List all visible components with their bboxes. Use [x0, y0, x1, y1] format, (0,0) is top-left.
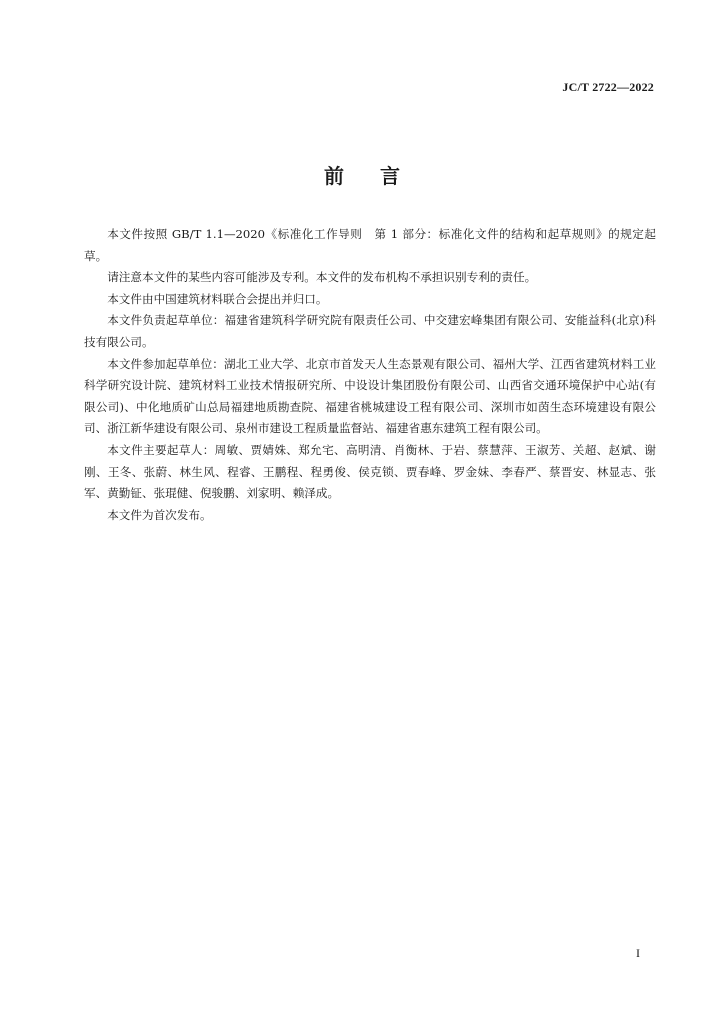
standard-code: JC/T 2722—2022: [562, 80, 654, 94]
paragraph-participating-drafters: 本文件参加起草单位：湖北工业大学、北京市首发天人生态景观有限公司、福州大学、江西省建筑材料工业科学研究设计院、建筑材料工业技术情报研究所、中设设计集团股份有限公司、山西省交通环境保护中心站(有限公司)、中化地质矿山总局福建地质勘查院、福建省桃城建设工程有限公司、深圳市如茵生态环境建设有限公司、浙江新华建设有限公司、泉州市建设工程质量监督站、福建省惠东建筑工程有限公司。: [84, 356, 656, 436]
paragraph-lead-drafters: 本文件负责起草单位：福建省建筑科学研究院有限责任公司、中交建宏峰集团有限公司、安能益科(北京)科技有限公司。: [84, 313, 656, 349]
page-title: 前言: [324, 164, 436, 188]
paragraph-patent-notice: 请注意本文件的某些内容可能涉及专利。本文件的发布机构不承担识别专利的责任。: [107, 270, 537, 285]
paragraph-main-drafters: 本文件主要起草人：周敏、贾婧姝、郑允宅、高明清、肖衡林、于岩、蔡慧萍、王淑芳、关超、赵斌、谢刚、王冬、张蔚、林生风、程睿、王鹏程、程勇俊、侯克锁、贾春峰、罗金妹、李春严、蔡晋安、林显志、张军、黄勤钲、张琨健、倪骏鹏、刘家明、赖泽成。: [84, 442, 656, 501]
paragraph-first-release: 本文件为首次发布。: [107, 507, 212, 522]
foreword-body: [84, 224, 656, 526]
paragraph-drafting-rules: 本文件按照 GB/T 1.1—2020《标准化工作导则 第 1 部分：标准化文件的结构和起草规则》的规定起草。: [84, 227, 656, 263]
paragraph-proposer: 本文件由中国建筑材料联合会提出并归口。: [107, 291, 328, 306]
page-number: I: [636, 946, 640, 960]
